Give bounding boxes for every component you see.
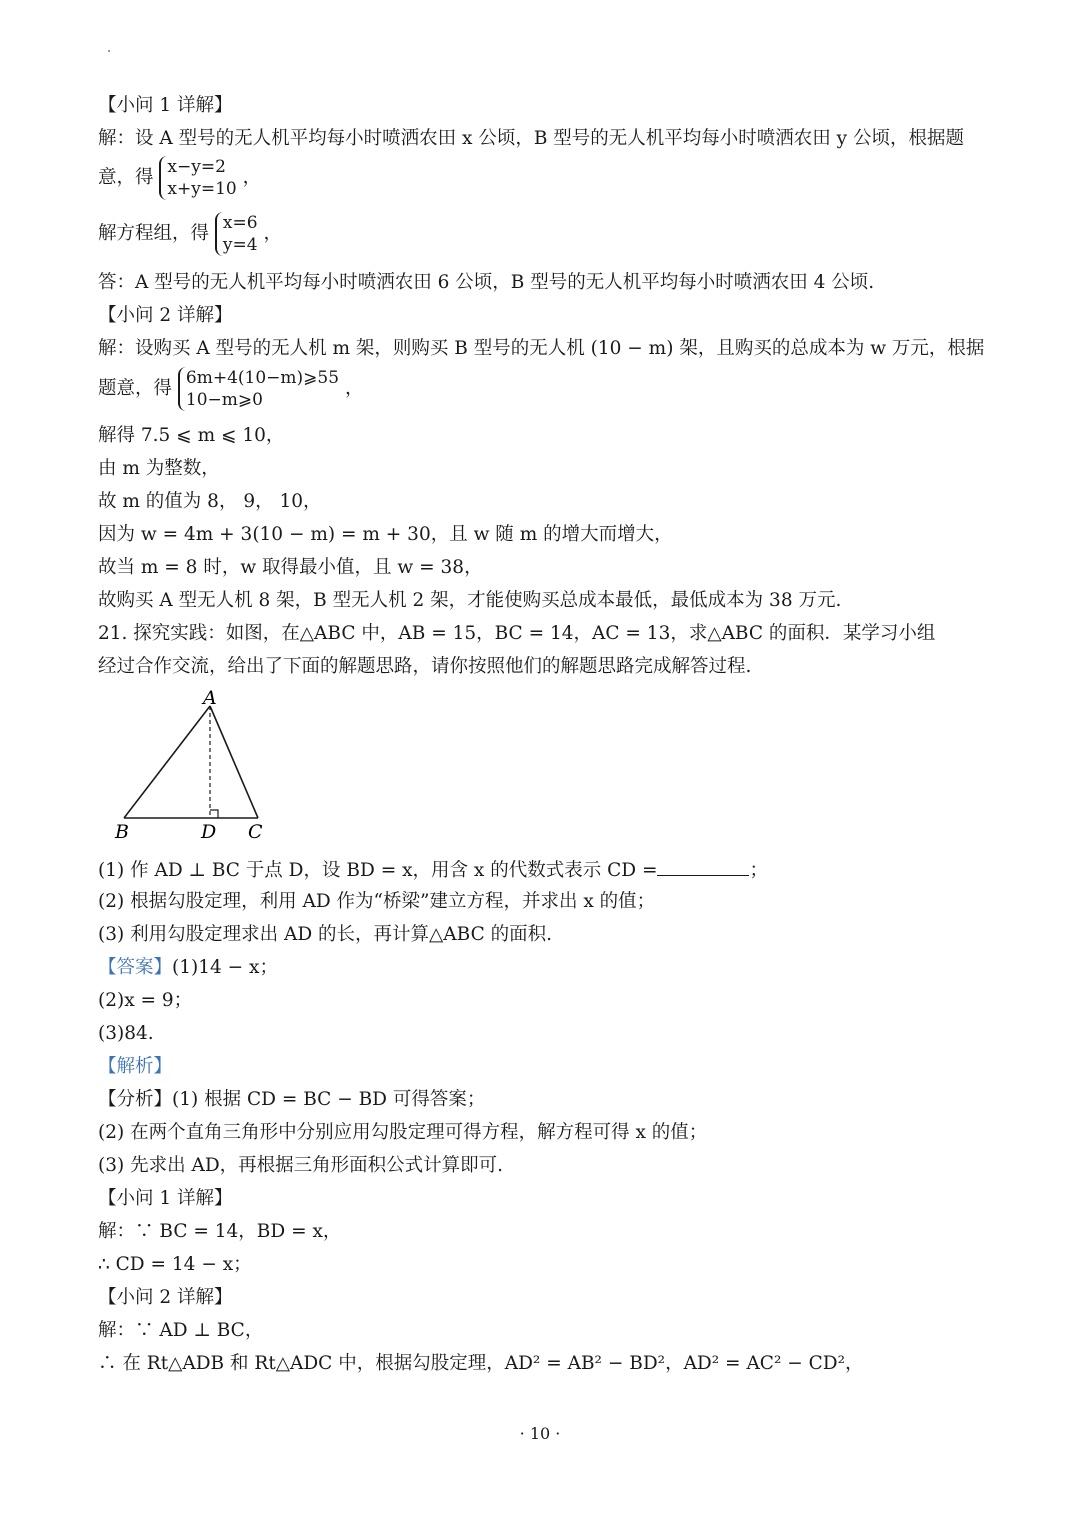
- sub2-header: 【小问 2 详解】: [98, 305, 233, 326]
- analysis-line2: (2) 在两个直角三角形中分别应用勾股定理可得方程，解方程可得 x 的值；: [98, 1122, 708, 1143]
- p2-line2: [98, 367, 363, 411]
- side-ab: [124, 706, 210, 818]
- sys1-suffix: ，: [242, 167, 262, 188]
- right-angle-mark: [210, 810, 218, 818]
- sys2-suffix: ，: [263, 223, 282, 244]
- detail2-line2: ∴ 在 Rt△ADB 和 Rt△ADC 中，根据勾股定理，AD² = AB² − BD²，AD² = AC² − CD²，: [98, 1353, 864, 1374]
- side-ac: [210, 706, 258, 818]
- p2-line8: 故购买 A 型无人机 8 架，B 型无人机 2 架，才能使购买总成本最低，最低成本为 38 万元.: [98, 590, 842, 611]
- sys1-eq1: x−y=2: [167, 157, 226, 177]
- answer-blank: [657, 857, 749, 876]
- q21-sub2: (2) 根据勾股定理，利用 AD 作为“桥梁”建立方程，并求出 x 的值；: [98, 891, 656, 912]
- triangle-figure: [100, 684, 290, 844]
- answer2: (2)x = 9；: [98, 990, 193, 1011]
- equation-system-2: [215, 212, 258, 256]
- sub1-header: 【小问 1 详解】: [98, 95, 233, 116]
- p1-line2-prefix: 意，得: [98, 167, 154, 188]
- equation-system-1: [159, 156, 236, 200]
- answer1: (1)14 − x；: [172, 957, 278, 978]
- p1-line3: [98, 212, 282, 256]
- q21-sub1: [98, 857, 768, 883]
- p2-line4: 由 m 为整数，: [98, 458, 220, 479]
- sys1-eq2: x+y=10: [167, 179, 237, 199]
- p2-line5: 故 m 的值为 8， 9， 10，: [98, 491, 322, 512]
- p2-line1: 解：设购买 A 型号的无人机 m 架，则购买 B 型号的无人机 (10 − m) 架，且购买的总成本为 w 万元，根据: [98, 338, 985, 359]
- answer-tag: 【答案】: [98, 957, 173, 978]
- label-d: D: [201, 821, 217, 843]
- sys3-suffix: ，: [344, 378, 364, 399]
- q21-line1: 21. 探究实践：如图，在△ABC 中，AB = 15，BC = 14，AC = 13，求△ABC 的面积．某学习小组: [98, 623, 936, 644]
- answer-line1: [98, 956, 278, 980]
- detail1-line1: 解：∵ BC = 14，BD = x，: [98, 1221, 342, 1242]
- p2-line7: 故当 m = 8 时，w 取得最小值，且 w = 38，: [98, 557, 483, 578]
- p1-answer: 答：A 型号的无人机平均每小时喷洒农田 6 公顷，B 型号的无人机平均每小时喷洒农田 4 公顷.: [98, 272, 875, 293]
- detail2-header: 【小问 2 详解】: [98, 1287, 233, 1308]
- analysis-line1: 【分析】(1) 根据 CD = BC − BD 可得答案；: [98, 1089, 486, 1110]
- p2-line3: 解得 7.5 ⩽ m ⩽ 10，: [98, 425, 285, 446]
- q21-sub3: (3) 利用勾股定理求出 AD 的长，再计算△ABC 的面积.: [98, 924, 552, 945]
- sys2-eq2: y=4: [222, 235, 258, 255]
- sys3-eq1: 6m+4(10−m)⩾55: [185, 368, 340, 388]
- detail1-line2: ∴ CD = 14 − x；: [98, 1254, 252, 1275]
- analysis-line3: (3) 先求出 AD，再根据三角形面积公式计算即可.: [98, 1155, 504, 1176]
- answer3: (3)84.: [98, 1023, 154, 1044]
- label-b: B: [115, 821, 129, 843]
- sys3-eq2: 10−m⩾0: [185, 390, 263, 410]
- sys2-eq1: x=6: [222, 213, 258, 233]
- q21-sub1-end: ；: [749, 860, 768, 881]
- page-number: · 10 ·: [519, 1424, 561, 1443]
- label-c: C: [248, 821, 263, 843]
- q21-sub1-text: (1) 作 AD ⊥ BC 于点 D，设 BD = x，用含 x 的代数式表示 CD =: [98, 860, 658, 881]
- q21-line2: 经过合作交流，给出了下面的解题思路，请你按照他们的解题思路完成解答过程.: [98, 656, 752, 677]
- detail1-header: 【小问 1 详解】: [98, 1188, 233, 1209]
- analysis-tag: 【解析】: [98, 1056, 173, 1077]
- detail2-line1: 解：∵ AD ⊥ BC，: [98, 1320, 264, 1341]
- p2-line6: 因为 w = 4m + 3(10 − m) = m + 30，且 w 随 m 的增大而增大，: [98, 524, 673, 545]
- scan-speck: [108, 50, 110, 52]
- inequality-system: [178, 367, 339, 411]
- p1-line1: 解：设 A 型号的无人机平均每小时喷洒农田 x 公顷，B 型号的无人机平均每小时喷洒农田 y 公顷，根据题: [98, 128, 965, 149]
- p1-line3-prefix: 解方程组，得: [98, 223, 210, 244]
- p2-line2-prefix: 题意，得: [98, 378, 173, 399]
- label-a: A: [203, 687, 217, 709]
- p1-line2: [98, 156, 261, 200]
